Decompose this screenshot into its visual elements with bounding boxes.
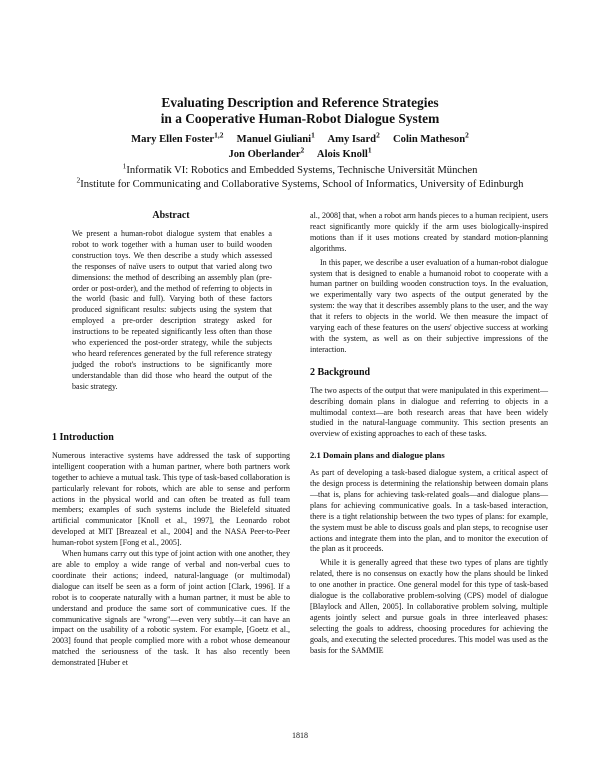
author-name: Alois Knoll — [316, 149, 368, 160]
author-affil-sup: 1 — [311, 130, 315, 140]
author-name: Amy Isard — [327, 134, 377, 145]
abstract-heading: Abstract — [152, 210, 190, 221]
section-1-heading: 1 Introduction — [52, 432, 114, 443]
left-column-intro — [52, 433, 290, 669]
paragraph: When humans carry out this type of joint action with one another, they are able to employ a wide range of verbal and non-verbal cues to coordinate their actions; indeed, natural-language (or multimodal) dialogue can itself be seen as a form of joint action [Clark, 1996]. If a robot is to cooperate naturally with a human partner, it must be able to understand and produce the same sort of communicative cues. If the communicative signals are "wrong"—even very subtly—it can have an impact on the usability of a robotic system. For example, [Goetz et al., 2003] found that people complied more with a robot whose demeanour matched the seriousness of the task. It has also recently been demonstrated [Huber et — [52, 549, 290, 668]
author-affil-sup: 2 — [376, 130, 380, 140]
author-list — [0, 132, 600, 162]
author-affil-sup: 1,2 — [214, 130, 224, 140]
page-number: 1818 — [292, 731, 308, 740]
affiliation-text: Informatik VI: Robotics and Embedded Systems, Technische Universität München — [126, 165, 478, 176]
subsection-2-1-heading: 2.1 Domain plans and dialogue plans — [310, 450, 445, 461]
title-line-1: Evaluating Description and Reference Strategies — [161, 95, 439, 110]
paragraph: In this paper, we describe a user evaluation of a human-robot dialogue system that is designed to enable a humanoid robot to cooperate with a human partner on building wooden construction toys. In the evaluation, we experimentally vary two aspects of the output generated by the system: the way that it describes assembly plans to the user, and the way that it refers to objects in the world. We then measure the impact of varying each of these features on the users' objective success at working with the system, as well as on their subjective impressions of the interaction. — [310, 257, 548, 354]
affiliation-1 — [0, 161, 600, 178]
author-name: Manuel Giuliani — [236, 134, 312, 145]
author-name: Mary Ellen Foster — [131, 134, 215, 145]
affiliation-text: Institute for Communicating and Collaborative Systems, School of Informatics, University of Edinburgh — [80, 179, 524, 190]
author-affil-sup: 2 — [300, 145, 305, 155]
abstract-text: We present a human-robot dialogue system that enables a robot to work together with a human user to build wooden construction toys. We then describe a study which assessed the responses of naïve users to output that varied along two dimensions: the method of describing an assembly plan (pre-order or post-order), and the method of referring to objects in the world (basic and full). Varying both of these factors produced significant results: subjects using the system that employed a pre-order description strategy asked for instructions to be repeated significantly less often than those who experienced the post-order strategy, while the subjects who heard references generated by the full reference strategy judged the robot's instructions to be significantly more understandable than did those who heard the output of the basic strategy. — [72, 229, 272, 391]
authors-line-2 — [0, 147, 600, 162]
paragraph: Numerous interactive systems have addressed the task of supporting intelligent cooperation with a human partner, where both partners work together to achieve a mutual task. This type of task-based collaboration is particularly relevant for robots, which are able to sense and perform actions in the physical world and can often be treated as full team members; examples of such systems include the Bielefeld situated artificial communicator [Knoll et al., 1997], the Leonardo robot developed at MIT [Breazeal et al., 2004] and the NASA Peer-to-Peer human-robot system [Fong et al., 2005]. — [52, 450, 290, 548]
author-name: Colin Matheson — [393, 134, 466, 145]
author-affil-sup: 1 — [367, 145, 372, 155]
paragraph: The two aspects of the output that were manipulated in this experiment—describing domain plans in dialogue and referring to objects in a multimodal context—are both research areas that have been widely studied in the natural-language community. This section presents an overview of existing approaches to each of these tasks. — [310, 385, 548, 439]
paper-title — [0, 95, 600, 127]
affiliation-sup: 2 — [76, 175, 81, 185]
paragraph: al., 2008] that, when a robot arm hands pieces to a human recipient, users react significantly more quickly if the arm uses biologically-inspired motions than if it uses motions created by standard motion-planning algorithms. — [310, 211, 548, 253]
affiliation-2 — [0, 175, 600, 192]
affiliation-sup: 1 — [122, 161, 127, 171]
right-column — [310, 211, 548, 657]
section-2-heading: 2 Background — [310, 366, 371, 378]
paragraph: While it is generally agreed that these two types of plans are tightly related, there is no consensus on exactly how the plans should be linked to one another in practice. One general model for this type of task-based dialogue is the collaborative problem-solving (CPS) model of dialogue [Blaylock and Allen, 2005]. In collaborative problem solving, multiple agents jointly select and pursue goals in three interleaved phases: selecting the goals to address, choosing procedures for achieving the goals, and executing the selected procedures. This model was used as the basis for the SAMMIE — [310, 558, 548, 655]
paragraph: As part of developing a task-based dialogue system, a critical aspect of the design process is determining the relationship between domain plans—that is, plans for achieving task-related goals—and dialogue plans—plans for achieving communicative goals. In a task-based interaction, there is a tight relationship between the two types of plans: for example, the system must be able to discuss goals and plan steps, to recognise user actions and integrate them into the plan, and to monitor the execution of the plan as it proceeds. — [310, 468, 548, 554]
author-name: Jon Oberlander — [228, 149, 301, 160]
author-affil-sup: 2 — [465, 130, 469, 140]
title-line-2: in a Cooperative Human-Robot Dialogue System — [160, 111, 440, 126]
